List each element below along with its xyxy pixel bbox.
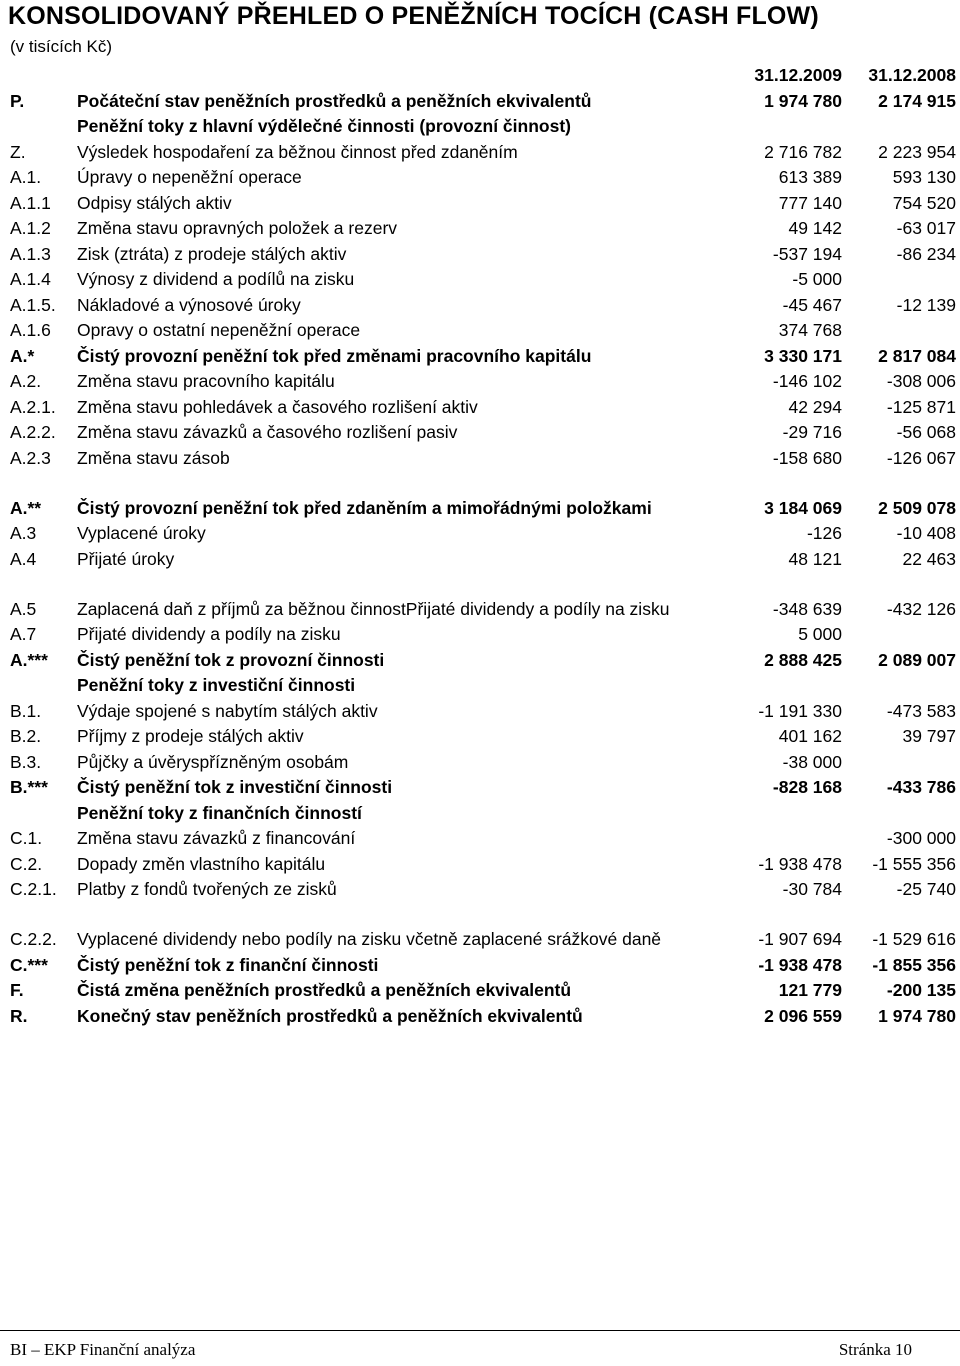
row-value-2008: 2 223 954 [878, 141, 956, 162]
row-value-2008: 593 130 [892, 167, 956, 187]
row-value-2008: 754 520 [892, 192, 956, 213]
row-code: Z. [10, 141, 26, 162]
table-row [8, 976, 956, 1002]
footer-document-name: BI – EKP Finanční analýza [10, 1340, 196, 1359]
row-code [8, 112, 75, 138]
row-label: Čistý peněžní tok z investiční činnosti [77, 777, 393, 797]
row-value-2008: -12 139 [896, 294, 956, 315]
row-value-2009: -45 467 [782, 294, 842, 315]
row-value-2009: 121 779 [778, 980, 842, 1000]
row-label: Čistá změna peněžních prostředků a peněžních ekvivalentů [77, 980, 572, 1000]
row-label: Peněžní toky z hlavní výdělečné činnosti (provozní činnost) [77, 116, 571, 136]
table-row [8, 214, 956, 240]
row-value-2009: 1 974 780 [764, 90, 842, 111]
table-row [8, 645, 956, 671]
row-label: Změna stavu pracovního kapitálu [77, 371, 335, 391]
table-row [8, 671, 956, 697]
row-label: Změna stavu závazků a časového rozlišení pasiv [77, 422, 458, 442]
row-value-2009: 48 121 [788, 548, 842, 569]
row-code: C.*** [10, 954, 48, 975]
row-label: Nákladové a výnosové úroky [77, 294, 301, 315]
row-code: A.1.3 [10, 243, 51, 264]
table-row [8, 112, 956, 138]
table-row [8, 290, 956, 316]
row-code: A.2.2. [10, 422, 56, 442]
row-label: Konečný stav peněžních prostředků a peněžních ekvivalentů [77, 1005, 583, 1026]
row-value-2008 [842, 265, 956, 291]
row-value-2009 [738, 824, 842, 850]
row-label: Přijaté dividendy a podíly na zisku [77, 624, 341, 644]
header-label-cell [75, 62, 738, 86]
row-code: A.1.6 [10, 320, 51, 340]
row-code [8, 798, 75, 824]
row-value-2008: -56 068 [896, 422, 956, 442]
row-label: Dopady změn vlastního kapitálu [77, 853, 326, 874]
row-value-2008 [842, 747, 956, 773]
row-code [8, 671, 75, 697]
row-label: Čistý provozní peněžní tok před zdaněním a mimořádnými položkami [77, 497, 652, 518]
row-code: B.*** [10, 777, 48, 797]
table-row [8, 950, 956, 976]
row-value-2008: 2 089 007 [878, 649, 956, 670]
row-value-2009: -30 784 [782, 879, 842, 899]
row-value-2009: 2 716 782 [764, 141, 842, 162]
row-label: Změna stavu pohledávek a časového rozlišení aktiv [77, 396, 478, 417]
row-code: A.2.3 [10, 447, 51, 468]
row-value-2008: -200 135 [886, 980, 956, 1000]
table-row [8, 900, 956, 950]
table-row [8, 747, 956, 773]
row-code: B.1. [10, 700, 42, 721]
footer-page-number: Stránka 10 [838, 1340, 912, 1359]
row-value-2008: 2 174 915 [878, 90, 956, 111]
row-label: Vyplacené úroky [77, 523, 206, 543]
row-value-2009: 2 096 559 [764, 1005, 842, 1026]
table-row [8, 773, 956, 799]
row-value-2008 [842, 620, 956, 646]
table-row [8, 86, 956, 112]
table-row [8, 570, 956, 620]
row-value-2008: 2 817 084 [878, 345, 956, 366]
row-code: B.2. [10, 726, 42, 746]
row-value-2009: 401 162 [778, 726, 842, 746]
row-label: Změna stavu zásob [77, 447, 230, 468]
row-value-2008: -126 067 [886, 447, 956, 468]
row-value-2008: -63 017 [896, 218, 956, 238]
row-value-2009: -348 639 [772, 598, 842, 619]
row-value-2009: -828 168 [772, 777, 842, 797]
table-row [8, 620, 956, 646]
table-row [8, 544, 956, 570]
row-label: Peněžní toky z investiční činnosti [77, 675, 356, 695]
table-row [8, 163, 956, 189]
row-code: A.* [10, 345, 35, 366]
row-value-2008: 1 974 780 [878, 1005, 956, 1026]
table-row [8, 367, 956, 393]
row-value-2009: -146 102 [772, 371, 842, 391]
footer-divider [0, 1330, 960, 1331]
row-value-2008 [842, 316, 956, 342]
row-value-2008 [842, 671, 956, 697]
row-label: Výsledek hospodaření za běžnou činnost před zdaněním [77, 141, 518, 162]
cash-flow-table [8, 62, 956, 1027]
table-row [8, 341, 956, 367]
column-header-2009: 31.12.2009 [754, 65, 842, 85]
row-value-2008: -308 006 [886, 371, 956, 391]
unit-subtitle: (v tisících Kč) [10, 37, 113, 56]
table-row [8, 722, 956, 748]
row-value-2009: -1 938 478 [758, 954, 842, 975]
row-value-2008: 22 463 [902, 548, 956, 569]
table-row [8, 875, 956, 901]
row-value-2008: 2 509 078 [878, 497, 956, 518]
row-value-2008: -1 855 356 [872, 954, 956, 975]
row-code: A.** [10, 497, 42, 518]
row-label: Opravy o ostatní nepeněžní operace [77, 320, 361, 340]
row-value-2009: -126 [806, 523, 842, 543]
cash-flow-table-body [8, 62, 956, 1027]
row-label: Změna stavu opravných položek a rezerv [77, 218, 398, 238]
row-label: Výnosy z dividend a podílů na zisku [77, 269, 355, 289]
row-code: P. [10, 90, 25, 111]
table-row [8, 418, 956, 444]
row-value-2009: -1 191 330 [758, 700, 842, 721]
row-value-2009: -29 716 [782, 422, 842, 442]
row-label: Přijaté úroky [77, 548, 175, 569]
row-value-2008: -433 786 [886, 777, 956, 797]
row-label: Vyplacené dividendy nebo podíly na zisku včetně zaplacené srážkové daně [77, 929, 662, 949]
table-row [8, 392, 956, 418]
row-code: A.1.5. [10, 294, 56, 315]
page-title: KONSOLIDOVANÝ PŘEHLED O PENĚŽNÍCH TOCÍCH (CASH FLOW) [8, 2, 819, 30]
row-code: A.7 [10, 624, 37, 644]
row-value-2009 [738, 112, 842, 138]
row-value-2008: 39 797 [902, 726, 956, 746]
row-label: Zaplacená daň z příjmů za běžnou činnostPřijaté dividendy a podíly na zisku [77, 598, 670, 619]
table-row [8, 265, 956, 291]
row-label: Čistý peněžní tok z finanční činnosti [77, 954, 379, 975]
row-label: Počáteční stav peněžních prostředků a peněžních ekvivalentů [77, 90, 592, 111]
row-value-2009: -1 907 694 [758, 929, 842, 949]
row-value-2009: -5 000 [792, 269, 842, 289]
row-value-2009: 5 000 [798, 624, 842, 644]
row-label: Úpravy o nepeněžní operace [77, 167, 302, 187]
row-value-2009: 42 294 [788, 396, 842, 417]
row-label: Příjmy z prodeje stálých aktiv [77, 726, 304, 746]
row-value-2009: 3 184 069 [764, 497, 842, 518]
row-value-2008: -300 000 [886, 828, 956, 848]
row-label: Peněžní toky z finančních činností [77, 802, 362, 823]
row-value-2009: 613 389 [778, 167, 842, 187]
row-code: C.1. [10, 828, 43, 848]
row-value-2008: -1 555 356 [872, 853, 956, 874]
table-row [8, 1001, 956, 1027]
row-code: C.2.1. [10, 879, 57, 899]
table-row [8, 798, 956, 824]
table-row [8, 519, 956, 545]
table-row [8, 824, 956, 850]
row-code: A.4 [10, 548, 37, 569]
table-row [8, 239, 956, 265]
row-value-2009: -537 194 [772, 243, 842, 264]
row-value-2009 [738, 671, 842, 697]
row-value-2009: 777 140 [778, 192, 842, 213]
row-value-2008: -473 583 [886, 700, 956, 721]
row-code: A.2. [10, 371, 42, 391]
row-code: F. [10, 980, 24, 1000]
row-code: A.1. [10, 167, 42, 187]
row-code: A.2.1. [10, 396, 56, 417]
table-row [8, 188, 956, 214]
header-code-cell [8, 62, 75, 86]
row-value-2008: -125 871 [886, 396, 956, 417]
row-value-2008 [842, 798, 956, 824]
row-value-2008: -432 126 [886, 598, 956, 619]
row-value-2008: -10 408 [896, 523, 956, 543]
row-code: C.2.2. [10, 929, 57, 949]
row-label: Čistý provozní peněžní tok před změnami pracovního kapitálu [77, 345, 592, 366]
row-value-2009: -1 938 478 [758, 853, 842, 874]
row-code: B.3. [10, 751, 42, 772]
row-value-2009: -158 680 [772, 447, 842, 468]
row-label: Čistý peněžní tok z provozní činnosti [77, 649, 385, 670]
row-label: Výdaje spojené s nabytím stálých aktiv [77, 700, 378, 721]
row-value-2008: -25 740 [896, 879, 956, 899]
row-code: A.5 [10, 598, 37, 619]
table-row [8, 849, 956, 875]
row-value-2009: 2 888 425 [764, 649, 842, 670]
row-code: A.3 [10, 523, 37, 543]
table-row [8, 443, 956, 469]
row-value-2009: 3 330 171 [764, 345, 842, 366]
table-row [8, 137, 956, 163]
row-label: Změna stavu závazků z financování [77, 828, 356, 848]
row-label: Půjčky a úvěryspřízněným osobám [77, 751, 349, 772]
column-header-2008: 31.12.2008 [868, 65, 956, 85]
row-value-2009: 374 768 [778, 320, 842, 340]
row-label: Platby z fondů tvořených ze zisků [77, 879, 337, 899]
row-label: Zisk (ztráta) z prodeje stálých aktiv [77, 243, 347, 264]
row-code: R. [10, 1005, 28, 1026]
row-value-2009: -38 000 [782, 751, 842, 772]
row-value-2009: 49 142 [788, 218, 842, 238]
row-code: A.1.2 [10, 218, 51, 238]
row-value-2008 [842, 112, 956, 138]
row-value-2008: -1 529 616 [872, 929, 956, 949]
row-value-2009 [738, 798, 842, 824]
table-row [8, 696, 956, 722]
row-label: Odpisy stálých aktiv [77, 192, 232, 213]
row-value-2008: -86 234 [896, 243, 956, 264]
row-code: A.1.1 [10, 192, 51, 213]
row-code: A.*** [10, 649, 48, 670]
table-row [8, 469, 956, 519]
column-header-row [8, 62, 956, 86]
row-code: A.1.4 [10, 269, 51, 289]
row-code: C.2. [10, 853, 43, 874]
table-row [8, 316, 956, 342]
